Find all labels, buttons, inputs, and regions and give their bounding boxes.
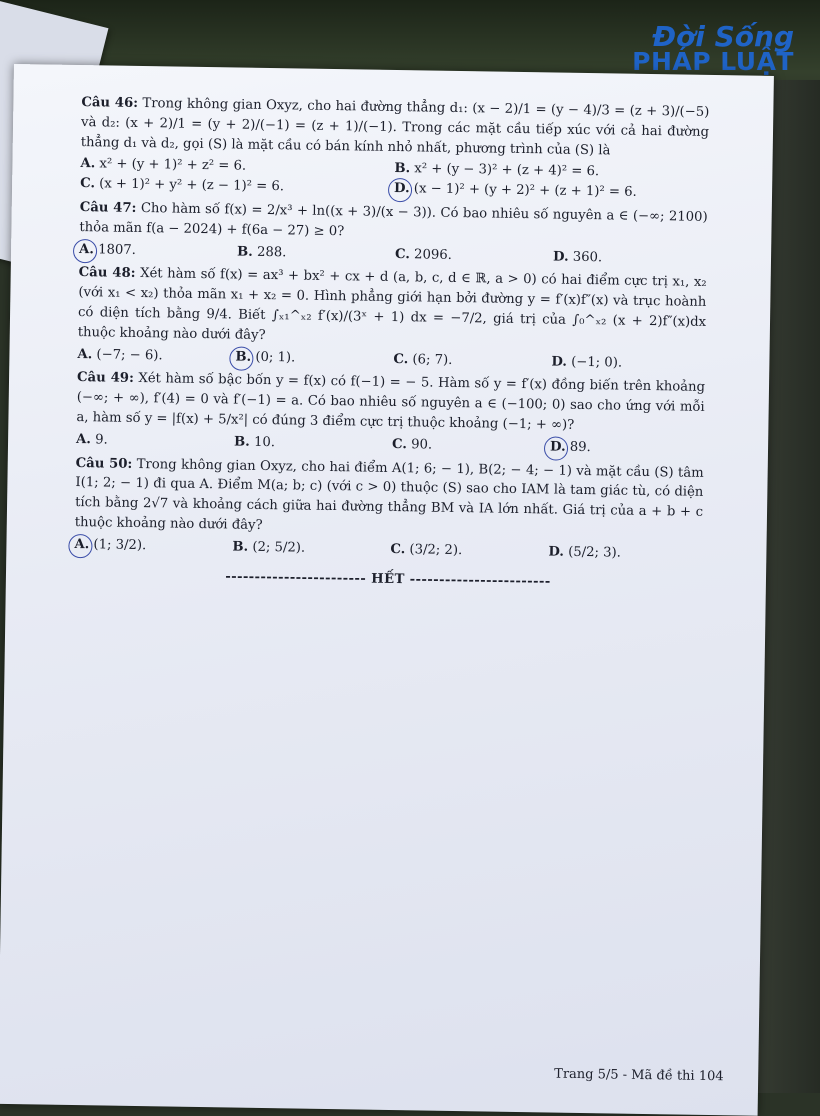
option-c: C. 2096.: [394, 246, 453, 263]
question-number: Câu 48:: [78, 265, 136, 282]
option-b: B. 288.: [236, 244, 287, 260]
question-50: [74, 454, 704, 565]
option-c: C. (x + 1)² + y² + (z − 1)² = 6.: [80, 176, 285, 195]
question-number: Câu 49:: [76, 370, 134, 387]
answer-mark: D.: [393, 181, 410, 197]
watermark-line2: PHÁP LUẬT: [632, 46, 794, 76]
question-text: Xét hàm số bậc bốn y = f(x) có f(−1) = − 5. Hàm số y = f′(x) đồng biến trên khoảng (−∞; + ∞), f′(4) = 0 và f′(−1) = a. Có bao nhiêu số nguyên a ∈ (−100; 0) sao cho ứng với mỗi a, hàm số y = |f(x) + 5/x²| có đúng 3 điểm cực trị thuộc khoảng (−1; + ∞)?: [76, 371, 706, 433]
question-47: [79, 198, 708, 269]
page-footer: Trang 5/5 - Mã đề thi 104: [554, 1066, 724, 1085]
option-c: C. (3/2; 2).: [390, 541, 463, 558]
option-c: C. (6; 7).: [393, 351, 453, 368]
option-d: D. 89.: [549, 439, 591, 455]
answer-mark: A.: [74, 536, 90, 552]
question-48: [77, 263, 707, 374]
option-a: A. 9.: [75, 431, 108, 448]
exam-page: [0, 64, 774, 1116]
option-a: A. (−7; − 6).: [77, 346, 163, 363]
option-d: D. 360.: [552, 249, 603, 265]
option-d: D. (−1; 0).: [551, 354, 623, 371]
question-number: Câu 46:: [81, 95, 139, 111]
option-b: B. x² + (y − 3)² + (z + 4)² = 6.: [394, 161, 600, 180]
end-marker: ------------------------ HẾT ------------------------: [225, 568, 551, 590]
question-text: Cho hàm số f(x) = 2/x³ + ln((x + 3)/(x − 3)). Có bao nhiêu số nguyên a ∈ (−∞; 2100) thỏa mãn f(a − 2024) + f(6a − 27) ≥ 0?: [79, 200, 708, 239]
option-a: A. (1; 3/2).: [74, 536, 147, 553]
option-b: B. (0; 1).: [235, 349, 296, 366]
answer-mark: D.: [549, 439, 566, 455]
option-d: D. (5/2; 3).: [548, 544, 622, 561]
question-text: Trong không gian Oxyz, cho hai điểm A(1; 6; − 1), B(2; − 4; − 1) và mặt cầu (S) tâm I(1; 2; − 1) đi qua A. Điểm M(a; b; c) (với c > 0) thuộc (S) sao cho IAM là tam giác tù, có diện tích bằng 2√7 và khoảng cách giữa hai đường thẳng BM và IA lớn nhất. Giá trị của a + b + c thuộc khoảng nào dưới đây?: [74, 456, 704, 533]
question-49: [76, 368, 705, 459]
answer-mark: B.: [235, 349, 252, 365]
question-text: Xét hàm số f(x) = ax³ + bx² + cx + d (a, b, c, d ∈ ℝ, a > 0) có hai điểm cực trị x₁, x₂ (với x₁ < x₂) thỏa mãn x₁ + x₂ = 0. Hình phẳng giới hạn bởi đường y = f′(x)f″(x) và trục hoành có diện tích bằng 9/4. Biết ∫ₓ₁^ₓ₂ f′(x)/(3ˣ + 1) dx = −7/2, giá trị của ∫₀^ₓ₂ (x + 2)f″(x)dx thuộc khoảng nào dưới đây?: [77, 266, 707, 343]
question-number: Câu 47:: [79, 200, 137, 216]
option-a: A. x² + (y + 1)² + z² = 6.: [80, 156, 247, 175]
option-c: C. 90.: [391, 436, 433, 453]
answer-mark: A.: [78, 241, 95, 257]
watermark-line1: Đời Sống: [652, 20, 794, 53]
option-b: B. (2; 5/2).: [232, 539, 306, 556]
question-number: Câu 50:: [75, 455, 133, 472]
question-text: Trong không gian Oxyz, cho hai đường thẳng d₁: (x − 2)/1 = (y − 4)/3 = (z + 3)/(−5) và d₂: (x + 2)/1 = (y + 2)/(−1) = (z + 1)/(−1). Trong các mặt cầu tiếp xúc với cả hai đường thẳng d₁ và d₂, gọi (S) là mặt cầu có bán kính nhỏ nhất, phương trình của (S) là: [80, 96, 710, 158]
option-b: B. 10.: [233, 434, 276, 450]
question-46: [80, 93, 710, 204]
watermark-logo: [632, 20, 794, 76]
option-d: D. (x − 1)² + (y + 2)² + (z + 1)² = 6.: [393, 181, 637, 200]
option-a: A. 1807.: [78, 241, 137, 258]
exam-content: [74, 93, 710, 594]
